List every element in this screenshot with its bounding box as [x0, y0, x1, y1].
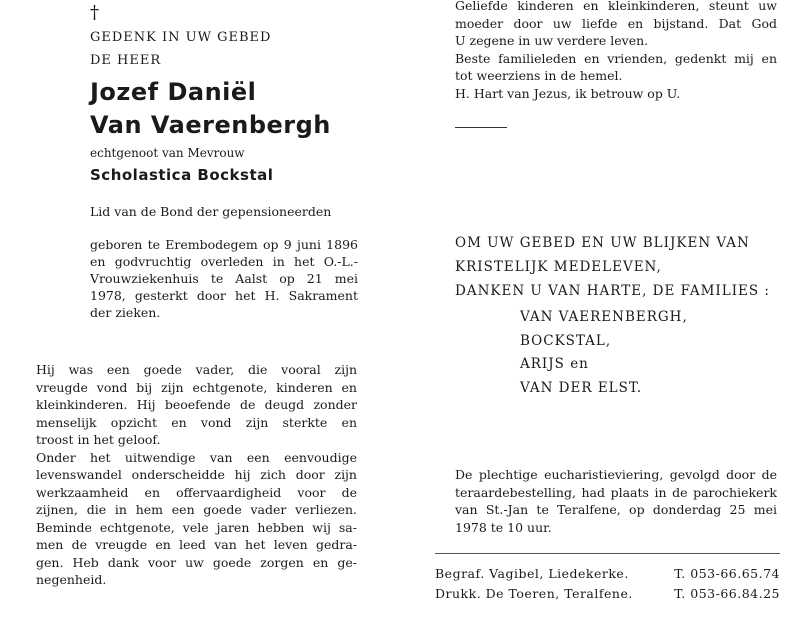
families-list — [520, 306, 688, 400]
family-name: ARIJS en — [520, 356, 589, 372]
title-heading: DE HEER — [90, 53, 162, 68]
text-line: geboren te Erembodegem op 9 juni 1896 — [90, 237, 358, 252]
text-line: van St.-Jan te Teralfene, op donderdag 25 mei — [455, 502, 777, 517]
deceased-surname: Van Vaerenbergh — [90, 111, 331, 139]
remember-heading: GEDENK IN UW GEBED — [90, 30, 272, 45]
farewell-paragraph — [455, 0, 777, 102]
text-line: U zegene in uw verdere leven. — [455, 33, 649, 48]
text-line: DANKEN U VAN HARTE, DE FAMILIES : — [455, 283, 770, 299]
cross-icon: † — [90, 2, 99, 23]
text-line: gen. Heb dank voor uw goede zorgen en ge- — [36, 554, 357, 570]
text-line: Hij was een goede vader, die vooral zijn — [36, 362, 357, 377]
footer-phone: T. 053-66.65.74 — [674, 566, 780, 581]
text-line: tot weerziens in de hemel. — [455, 68, 623, 83]
text-line: Onder het uitwendige van een eenvoudige — [36, 449, 357, 465]
tribute-paragraph — [36, 361, 357, 589]
text-line: en godvruchtig overleden in het O.-L.- — [90, 254, 358, 269]
family-name: BOCKSTAL, — [520, 332, 612, 349]
right-page — [410, 0, 800, 624]
text-line: Vrouwziekenhuis te Aalst op 21 mei — [90, 271, 358, 286]
text-line: 1978, gesterkt door het H. Sakrament — [90, 288, 358, 303]
divider — [455, 127, 507, 128]
footer-label: Begraf. Vagibel, Liedekerke. — [435, 566, 629, 581]
text-line: moeder door uw liefde en bijstand. Dat God — [455, 15, 777, 31]
text-line: werkzaamheid en offervaardigheid voor de — [36, 484, 357, 500]
spouse-intro: echtgenoot van Mevrouw — [90, 146, 245, 160]
text-line: negenheid. — [36, 572, 107, 587]
family-name: VAN DER ELST. — [520, 379, 643, 396]
text-line: Beste familieleden en vrienden, gedenkt mij en — [455, 50, 777, 66]
footer-phone: T. 053-66.84.25 — [674, 586, 780, 601]
text-line: zijnen, die in hem een goede vader verliezen. — [36, 502, 357, 517]
ceremony-paragraph — [455, 466, 777, 536]
text-line: De plechtige eucharistieviering, gevolgd door de — [455, 467, 777, 482]
text-line: der zieken. — [90, 305, 161, 320]
text-line: levenswandel onderscheidde hij zich door zijn — [36, 467, 357, 482]
text-line: men de vreugde en leed van het leven gedra- — [36, 537, 357, 552]
text-line: 1978 te 10 uur. — [455, 519, 552, 535]
text-line: teraardebestelling, had plaats in de parochiekerk — [455, 484, 777, 500]
text-line: menselijk opzicht en vond zijn sterkte en — [36, 414, 357, 430]
text-line: troost in het geloof. — [36, 432, 161, 447]
text-line: OM UW GEBED EN UW BLIJKEN VAN — [455, 235, 750, 251]
thanks-appeal — [455, 231, 770, 303]
text-line: H. Hart van Jezus, ik betrouw op U. — [455, 85, 681, 101]
text-line: kleinkinderen. Hij beoefende de deugd zonder — [36, 397, 357, 412]
funeral-director-line — [435, 566, 780, 581]
footer-label: Drukk. De Toeren, Teralfene. — [435, 586, 633, 601]
text-line: Geliefde kinderen en kleinkinderen, steunt uw — [455, 0, 777, 13]
text-line: vreugde vond bij zijn echtgenote, kinderen en — [36, 379, 357, 395]
deceased-first-names: Jozef Daniël — [90, 78, 257, 106]
membership-line: Lid van de Bond der gepensioneerden — [90, 204, 332, 219]
text-line: KRISTELIJK MEDELEVEN, — [455, 259, 662, 275]
spouse-name: Scholastica Bockstal — [90, 166, 274, 184]
printer-line — [435, 586, 780, 601]
birth-death-paragraph — [90, 236, 358, 321]
divider — [435, 553, 780, 554]
family-name: VAN VAERENBERGH, — [520, 309, 688, 325]
text-line: Beminde echtgenote, vele jaren hebben wij sa- — [36, 519, 357, 535]
